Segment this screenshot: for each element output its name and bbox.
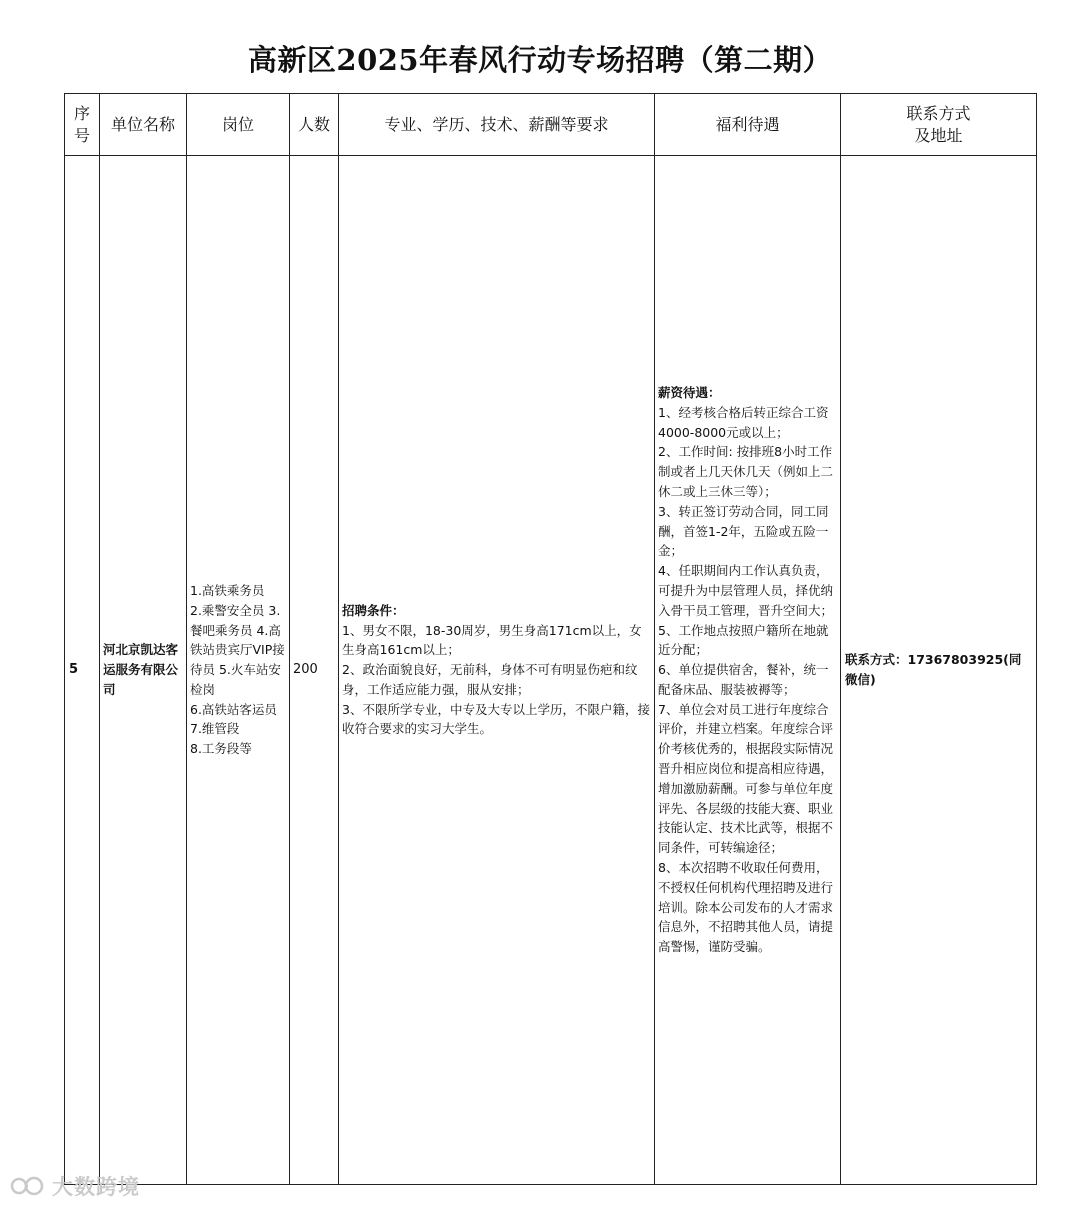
cell-seq: 5 (65, 156, 100, 1185)
brand-logo-icon (10, 1173, 46, 1199)
watermark-text: 大数跨境 (52, 1175, 140, 1199)
header-headcount: 人数 (290, 94, 339, 156)
cell-unit-name: 河北京凯达客运服务有限公司 (100, 156, 187, 1185)
header-benefits: 福利待遇 (655, 94, 841, 156)
cell-benefits (655, 156, 841, 1185)
benefits-heading: 薪资待遇： (658, 384, 721, 400)
watermark (10, 1171, 140, 1201)
header-contact: 联系方式 及地址 (841, 94, 1037, 156)
cell-headcount: 200 (290, 156, 339, 1185)
header-unit-name: 单位名称 (100, 94, 187, 156)
cell-positions: 1.高铁乘务员 2.乘警安全员 3.餐吧乘务员 4.高铁站贵宾厅VIP接待员 5.火车站安检岗 6.高铁站客运员 7.维管段 8.工务段等 (187, 156, 290, 1185)
cell-requirements (339, 156, 655, 1185)
table-row (65, 156, 1037, 1185)
header-seq: 序号 (65, 94, 100, 156)
recruitment-table (64, 93, 1037, 1185)
document-title: 高新区2025年春风行动专场招聘（第二期） (247, 43, 833, 77)
header-requirements: 专业、学历、技术、薪酬等要求 (339, 94, 655, 156)
benefits-body: 1、经考核合格后转正综合工资4000-8000元或以上； 2、工作时间: 按排班8小时工作制或者上几天休几天（例如上二休二或上三休三等）； 3、转正签订劳动合同，同工同酬，首签1-2年，五险或五险一金； 4、任职期间内工作认真负责，可提升为中层管理人员，择优纳入骨干员工管理，晋升空间大； 5、工作地点按照户籍所在地就近分配； 6、单位提供宿舍，餐补，统一配备床品、服装被褥等； 7、单位会对员工进行年度综合评价，并建立档案。年度综合评价考核优秀的，根据段实际情况晋升相应岗位和提高相应待遇，增加激励薪酬。可参与单位年度评先、各层级的技能大赛、职业技能认定、技术比武等，根据不同条件，可转编途径； 8、本次招聘不收取任何费用，不授权任何机构代理招聘及进行培训。除本公司发布的人才需求信息外，不招聘其他人员，请提高警惕，谨防受骗。 (658, 404, 834, 955)
requirements-body: 1、男女不限，18-30周岁，男生身高171cm以上，女生身高161cm以上； 2、政治面貌良好，无前科，身体不可有明显伤疤和纹身，工作适应能力强，服从安排； 3、不限所学专业，中专及大专以上学历，不限户籍，接收符合要求的实习大学生。 (342, 622, 650, 737)
cell-contact: 联系方式：17367803925(同微信) (841, 156, 1037, 1185)
requirements-heading: 招聘条件： (342, 602, 405, 618)
table-header-row (65, 94, 1037, 156)
header-positions: 岗位 (187, 94, 290, 156)
